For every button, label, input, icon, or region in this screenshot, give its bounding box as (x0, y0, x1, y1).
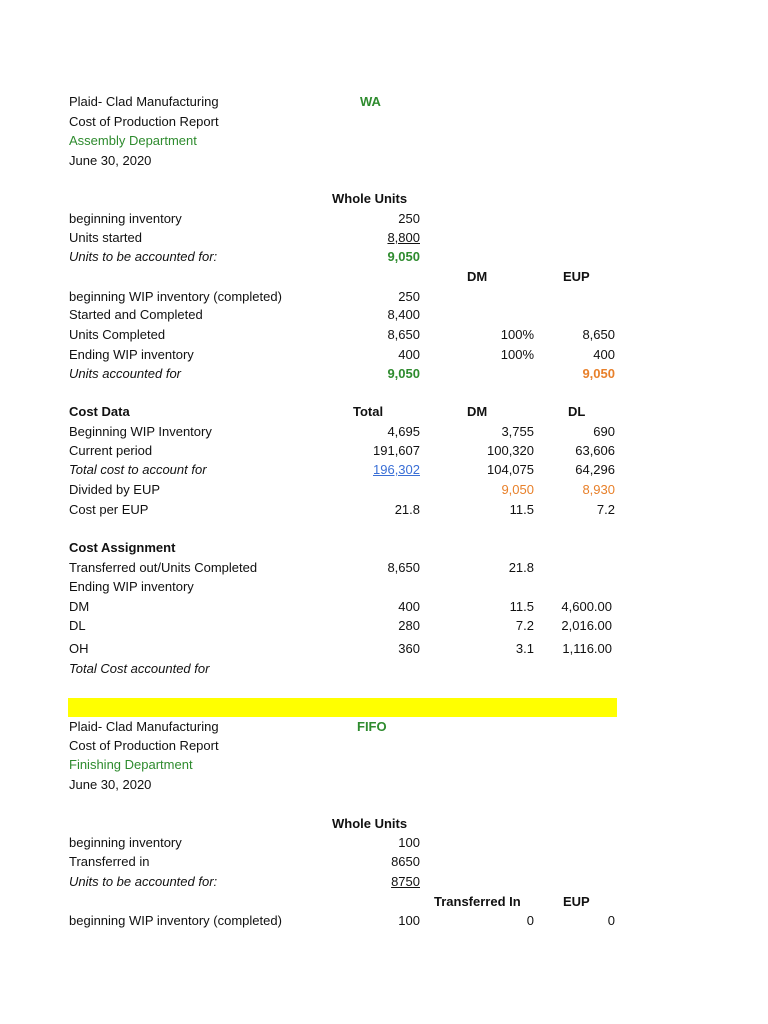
row-label: Ending WIP inventory (69, 347, 194, 362)
row-dm: 100,320 (487, 443, 534, 458)
row-label: beginning inventory (69, 211, 182, 226)
row-dl: 7.2 (596, 502, 615, 517)
col-header-eup: EUP (563, 894, 590, 909)
row-label: beginning inventory (69, 835, 182, 850)
row-value: 8650 (391, 854, 420, 869)
method-label: FIFO (357, 719, 387, 734)
row-eup: 8,650 (582, 327, 615, 342)
row-value: 9,050 (387, 249, 420, 264)
cost-data-header: Cost Data (69, 404, 130, 419)
row-label: Total Cost accounted for (69, 661, 210, 676)
row-label: Beginning WIP Inventory (69, 424, 212, 439)
department-name: Assembly Department (69, 133, 197, 148)
row-label: Units to be accounted for: (69, 874, 218, 889)
col-header-eup: EUP (563, 269, 590, 284)
row-value: 9,050 (387, 366, 420, 381)
row-value: 100 (398, 835, 420, 850)
method-label: WA (360, 94, 381, 109)
row-units: 360 (398, 641, 420, 656)
row-units: 8,650 (387, 560, 420, 575)
whole-units-header: Whole Units (332, 816, 408, 831)
row-label: Units Completed (69, 327, 166, 342)
row-ti: 0 (526, 913, 534, 928)
row-pct: 100% (500, 347, 534, 362)
company-name: Plaid- Clad Manufacturing (69, 94, 219, 109)
row-label: Current period (69, 443, 153, 458)
row-rate: 21.8 (508, 560, 534, 575)
row-rate: 7.2 (515, 618, 534, 633)
whole-units-header: Whole Units (332, 191, 408, 206)
row-label: Units to be accounted for: (69, 249, 218, 264)
row-dl: 64,296 (575, 462, 615, 477)
col-header-dm: DM (467, 269, 488, 284)
row-value: 250 (398, 289, 420, 304)
row-label: Total cost to account for (69, 462, 207, 477)
row-value: 8,650 (387, 327, 420, 342)
row-dm: 104,075 (487, 462, 534, 477)
row-units: 100 (398, 913, 420, 928)
row-label: Started and Completed (69, 307, 203, 322)
col-header-dm: DM (467, 404, 488, 419)
row-label: DM (69, 599, 90, 614)
row-rate: 3.1 (515, 641, 534, 656)
row-eup: 400 (593, 347, 615, 362)
row-label: Ending WIP inventory (69, 579, 194, 594)
row-label: Cost per EUP (69, 502, 149, 517)
row-label: Divided by EUP (69, 482, 161, 497)
row-label: OH (69, 641, 89, 656)
row-eup: 9,050 (582, 366, 615, 381)
highlight-bar (68, 698, 617, 717)
row-total: 191,607 (373, 443, 420, 458)
row-label: beginning WIP inventory (completed) (69, 289, 282, 304)
report-date: June 30, 2020 (69, 777, 152, 792)
report-date: June 30, 2020 (69, 153, 152, 168)
row-label: beginning WIP inventory (completed) (69, 913, 282, 928)
row-dl: 690 (593, 424, 615, 439)
col-header-dl: DL (568, 404, 586, 419)
row-dl: 8,930 (582, 482, 615, 497)
row-label: Transferred out/Units Completed (69, 560, 258, 575)
row-value: 8,800 (387, 230, 420, 245)
department-name: Finishing Department (69, 757, 193, 772)
col-header-total: Total (353, 404, 384, 419)
row-amount: 4,600.00 (561, 599, 612, 614)
cost-assignment-header: Cost Assignment (69, 540, 176, 555)
company-name: Plaid- Clad Manufacturing (69, 719, 219, 734)
row-units: 280 (398, 618, 420, 633)
row-value: 8,400 (387, 307, 420, 322)
row-label: Units accounted for (69, 366, 182, 381)
row-units: 400 (398, 599, 420, 614)
row-label: Units started (69, 230, 142, 245)
row-amount: 1,116.00 (562, 641, 612, 656)
row-pct: 100% (500, 327, 534, 342)
row-dl: 63,606 (575, 443, 615, 458)
report-title: Cost of Production Report (69, 114, 219, 129)
row-total: 21.8 (394, 502, 420, 517)
col-header-transferred-in: Transferred In (434, 894, 521, 909)
row-value: 250 (398, 211, 420, 226)
row-eup: 0 (607, 913, 615, 928)
row-label: DL (69, 618, 86, 633)
row-dm: 11.5 (509, 502, 534, 517)
row-dm: 9,050 (501, 482, 534, 497)
row-value: 8750 (391, 874, 420, 889)
row-amount: 2,016.00 (561, 618, 612, 633)
row-total: 4,695 (387, 424, 420, 439)
row-rate: 11.5 (509, 599, 534, 614)
row-label: Transferred in (69, 854, 150, 869)
row-dm: 3,755 (501, 424, 534, 439)
report-title: Cost of Production Report (69, 738, 219, 753)
row-total: 196,302 (373, 462, 420, 477)
row-value: 400 (398, 347, 420, 362)
